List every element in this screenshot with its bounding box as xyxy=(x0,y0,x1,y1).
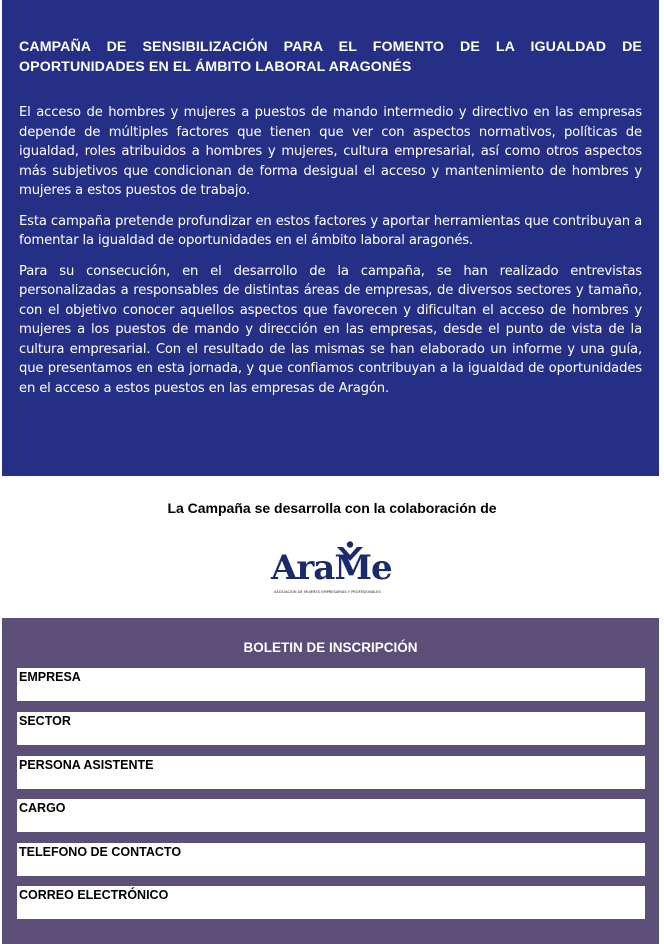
arame-logo xyxy=(271,540,396,600)
field-cargo[interactable]: CARGO xyxy=(17,799,645,832)
logo-tagline: ASOCIACIÓN DE MUJERES EMPRESARIAS Y PROFESIONALES xyxy=(274,590,381,594)
field-sector[interactable]: SECTOR xyxy=(17,712,645,745)
collaboration-text: La Campaña se desarrolla con la colaboración de xyxy=(167,500,497,516)
campaign-title: CAMPAÑA DE SENSIBILIZACIÓN PARA EL FOMENTO DE LA IGUALDAD DE OPORTUNIDADES EN EL ÁMBITO LABORAL ARAGONÉS xyxy=(19,39,642,75)
intro-paragraph-1: El acceso de hombres y mujeres a puestos de mando intermedio y directivo en las empresas depende de múltiples factores que tienen que ver con aspectos normativos, políticas de igualdad, roles atribuidos a hombres y mujeres, cultura empresarial, así como otros aspectos más subjetivos que condicionan de forma desigual el acceso y mantenimiento de hombres y mujeres a estos puestos de trabajo. xyxy=(19,105,642,198)
registration-form xyxy=(2,618,659,944)
intro-paragraph-3: Para su consecución, en el desarrollo de la campaña, se han realizado entrevistas personalizadas a responsables de distintas áreas de empresas, de diversos sectores y tamaño, con el objetivo conocer aquellos aspectos que favorecen y dificultan el acceso de hombres y mujeres a los puestos de mando y dirección en las empresas, desde el punto de vista de la cultura empresarial. Con el resultado de las mismas se han elaborado un informe y una guía, que presentamos en esta jornada, y que confiamos contribuyan a la igualdad de oportunidades en el acceso a estos puestos en las empresas de Aragón. xyxy=(19,263,642,396)
field-persona-asistente[interactable]: PERSONA ASISTENTE xyxy=(17,756,645,789)
field-correo[interactable]: CORREO ELECTRÓNICO xyxy=(17,886,645,919)
form-title: BOLETIN DE INSCRIPCIÓN xyxy=(243,640,418,655)
logo-word-end: Me xyxy=(334,548,392,588)
field-empresa[interactable]: EMPRESA xyxy=(17,668,645,701)
logo-word-start: Ara xyxy=(271,548,335,588)
intro-panel xyxy=(2,0,659,476)
field-telefono[interactable]: TELEFONO DE CONTACTO xyxy=(17,843,645,876)
logo-wordmark xyxy=(271,548,392,588)
logo-figure-icon xyxy=(337,540,363,562)
intro-paragraph-2: Esta campaña pretende profundizar en estos factores y aportar herramientas que contribuyan a fomentar la igualdad de oportunidades en el ámbito laboral aragonés. xyxy=(19,213,642,248)
